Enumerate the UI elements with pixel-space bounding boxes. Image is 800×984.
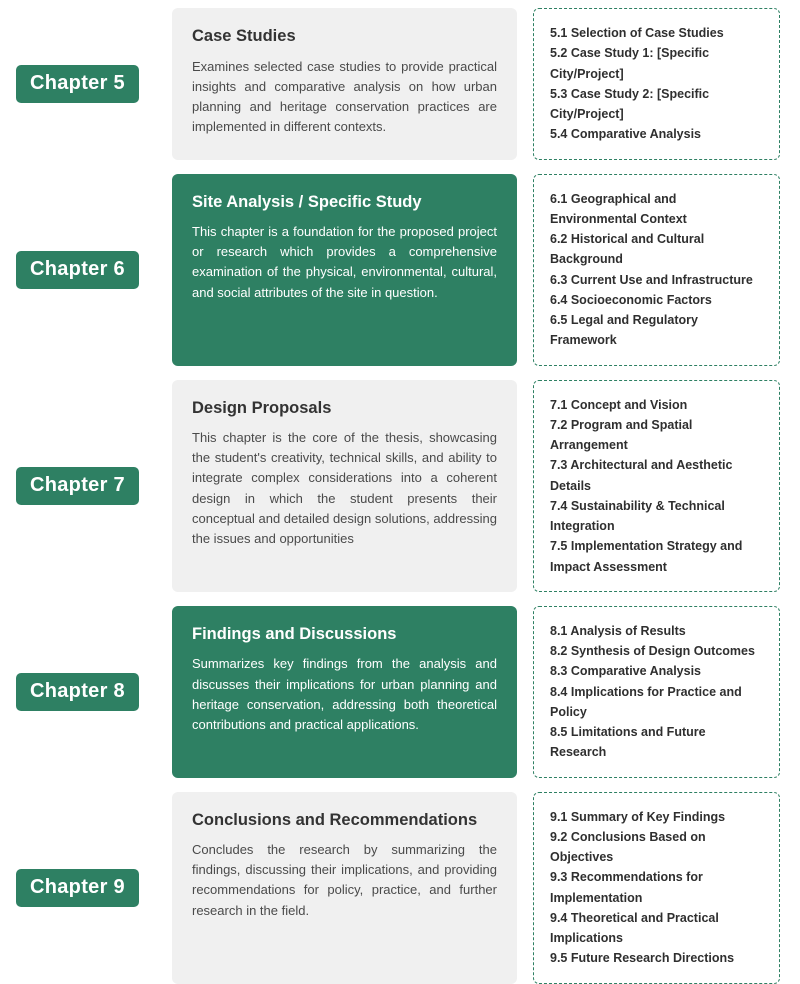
chapter-row — [16, 792, 780, 984]
list-item: 5.1 Selection of Case Studies — [550, 26, 724, 40]
list-item: 6.5 Legal and Regulatory Framework — [550, 313, 698, 348]
chapter-badge: Chapter 6 — [16, 251, 139, 289]
chapter-badge: Chapter 7 — [16, 467, 139, 505]
chapter-description: This chapter is the core of the thesis, showcasing the student's creativity, technical skills, and ability to integrate complex considerations into a coherent design in which the student presents their conceptual and detailed design solutions, addressing the issues and opportunities — [192, 430, 497, 546]
chapter-label-cell — [16, 8, 156, 160]
chapter-row — [16, 8, 780, 160]
list-item: 9.4 Theoretical and Practical Implications — [550, 910, 719, 945]
list-item: 8.3 Comparative Analysis — [550, 664, 701, 679]
list-item: 7.1 Concept and Vision — [550, 397, 688, 412]
chapter-description: Summarizes key findings from the analysis and discusses their implications for urban planning and heritage conservation, addressing both theoretical contributions and practical applications. — [192, 656, 497, 732]
chapter-description-card — [172, 8, 517, 160]
chapter-description-card — [172, 174, 517, 366]
chapter-description-card — [172, 792, 517, 984]
chapter-label-cell — [16, 380, 156, 592]
chapter-description: Examines selected case studies to provide practical insights and comparative analysis on how urban planning and heritage conservation practices are implemented in different contexts. — [192, 58, 497, 135]
chapter-title: Findings and Discussions — [192, 624, 397, 643]
chapter-label-cell — [16, 174, 156, 366]
list-item: 5.3 Case Study 2: [Specific City/Project] — [550, 86, 710, 121]
chapter-title: Case Studies — [192, 27, 296, 45]
chapter-title: Design Proposals — [192, 398, 332, 417]
list-item: 6.3 Current Use and Infrastructure — [550, 272, 753, 287]
list-item: 9.2 Conclusions Based on Objectives — [550, 829, 706, 864]
chapter-subsection-list — [533, 174, 780, 366]
chapter-title: Conclusions and Recommendations — [192, 810, 478, 829]
list-item: 8.5 Limitations and Future Research — [550, 725, 706, 760]
chapter-badge: Chapter 8 — [16, 673, 139, 711]
chapter-row — [16, 606, 780, 778]
list-item: 8.4 Implications for Practice and Policy — [550, 684, 742, 719]
list-item: 6.2 Historical and Cultural Background — [550, 232, 705, 267]
list-item: 6.1 Geographical and Environmental Context — [550, 191, 687, 226]
list-item: 9.5 Future Research Directions — [550, 951, 735, 966]
list-item: 5.4 Comparative Analysis — [550, 127, 701, 142]
chapter-description: This chapter is a foundation for the proposed project or research which provides a comprehensive examination of the physical, environmental, cultural, and social attributes of the site in question. — [192, 224, 497, 300]
chapter-description-card — [172, 606, 517, 778]
chapter-row — [16, 174, 780, 366]
chapter-description: Concludes the research by summarizing the findings, discussing their implications, and providing recommendations for policy, practice, and further research in the field. — [192, 842, 497, 918]
chapter-subsection-list — [533, 8, 780, 160]
list-item: 9.3 Recommendations for Implementation — [550, 870, 703, 905]
chapter-badge: Chapter 9 — [16, 869, 139, 907]
list-item: 7.5 Implementation Strategy and Impact Assessment — [550, 539, 743, 574]
chapter-row — [16, 380, 780, 592]
chapter-badge: Chapter 5 — [16, 65, 139, 103]
list-item: 8.1 Analysis of Results — [550, 623, 686, 638]
chapter-title: Site Analysis / Specific Study — [192, 192, 422, 211]
chapter-subsection-list — [533, 792, 780, 984]
chapter-label-cell — [16, 606, 156, 778]
chapter-subsection-list — [533, 380, 780, 592]
list-item: 7.4 Sustainability & Technical Integration — [550, 498, 725, 533]
list-item: 6.4 Socioeconomic Factors — [550, 292, 712, 307]
chapter-subsection-list — [533, 606, 780, 778]
list-item: 7.3 Architectural and Aesthetic Details — [550, 458, 733, 493]
list-item: 9.1 Summary of Key Findings — [550, 809, 726, 824]
list-item: 7.2 Program and Spatial Arrangement — [550, 417, 693, 452]
chapter-label-cell — [16, 792, 156, 984]
chapter-description-card — [172, 380, 517, 592]
list-item: 8.2 Synthesis of Design Outcomes — [550, 644, 755, 658]
list-item: 5.2 Case Study 1: [Specific City/Project] — [550, 46, 710, 81]
